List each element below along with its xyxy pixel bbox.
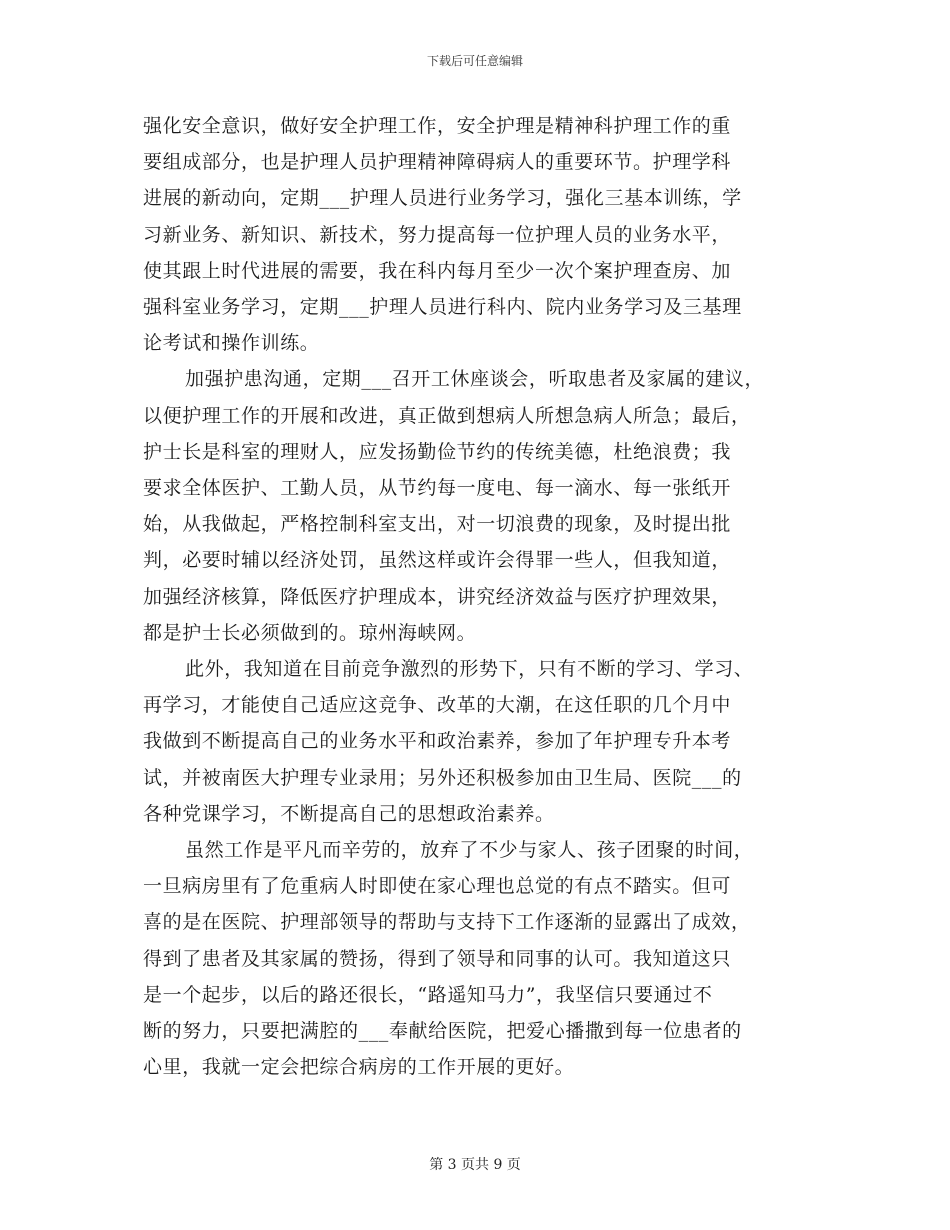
paragraph-1 [143, 108, 813, 361]
text-line: 一旦病房里有了危重病人时即使在家心理也总觉的有点不踏实。但可 [143, 875, 732, 898]
text-line: 以便护理工作的开展和改进，真正做到想病人所想急病人所急；最后， [143, 404, 751, 427]
text-line: 要求全体医护、工勤人员，从节约每一度电、每一滴水、每一张纸开 [143, 477, 732, 500]
text-line: 使其跟上时代进展的需要，我在科内每月至少一次个案护理查房、加 [143, 259, 732, 282]
text-line: 进展的新动向，定期___护理人员进行业务学习，强化三基本训练，学 [143, 187, 742, 210]
document-body [143, 108, 813, 1085]
text-line: 加强护患沟通，定期___召开工休座谈会，听取患者及家属的建议， [185, 368, 765, 391]
page-footer: 第 3 页共 9 页 [429, 1157, 521, 1173]
text-line: 加强经济核算，降低医疗护理成本，讲究经济效益与医疗护理效果， [143, 585, 732, 608]
text-line: 心里，我就一定会把综合病房的工作开展的更好。 [143, 1056, 575, 1079]
text-line: 我做到不断提高自己的业务水平和政治素养，参加了年护理专升本考 [143, 730, 732, 753]
text-line: 再学习，才能使自己适应这竞争、改革的大潮，在这任职的几个月中 [143, 694, 732, 717]
text-line: 试，并被南医大护理专业录用；另外还积极参加由卫生局、医院___的 [143, 766, 742, 789]
text-line: 论考试和操作训练。 [143, 332, 320, 355]
text-line: 判，必要时辅以经济处罚，虽然这样或许会得罪一些人，但我知道， [143, 549, 732, 572]
text-line: 断的努力，只要把满腔的___奉献给医院，把爱心播撒到每一位患者的 [143, 1020, 742, 1043]
text-line: 强化安全意识，做好安全护理工作，安全护理是精神科护理工作的重 [143, 115, 732, 137]
text-line: 护士长是科室的理财人，应发扬勤俭节约的传统美德，杜绝浪费；我 [143, 440, 732, 463]
text-line: 是一个起步，以后的路还很长，“路遥知马力”，我坚信只要通过不 [143, 983, 713, 1006]
text-line: 都是护士长必须做到的。琼州海峡网。 [143, 621, 477, 644]
text-line: 此外，我知道在目前竞争激烈的形势下，只有不断的学习、学习、 [185, 658, 754, 681]
text-line: 得到了患者及其家属的赞扬，得到了领导和同事的认可。我知道这只 [143, 947, 732, 970]
paragraph-4 [143, 832, 813, 1085]
text-line: 喜的是在医院、护理部领导的帮助与支持下工作逐渐的显露出了成效， [143, 911, 751, 934]
text-line: 要组成部分，也是护理人员护理精神障碍病人的重要环节。护理学科 [143, 151, 732, 174]
page-header: 下载后可任意编辑 [426, 54, 523, 68]
text-line: 强科室业务学习，定期___护理人员进行科内、院内业务学习及三基理 [143, 296, 742, 319]
paragraph-3 [143, 651, 813, 832]
text-line: 各种党课学习，不断提高自己的思想政治素养。 [143, 802, 555, 825]
text-line: 虽然工作是平凡而辛劳的，放弃了不少与家人、孩子团聚的时间， [185, 839, 754, 862]
text-line: 始，从我做起，严格控制科室支出，对一切浪费的现象，及时提出批 [143, 513, 732, 536]
paragraph-2 [143, 361, 813, 651]
text-line: 习新业务、新知识、新技术，努力提高每一位护理人员的业务水平， [143, 223, 732, 246]
